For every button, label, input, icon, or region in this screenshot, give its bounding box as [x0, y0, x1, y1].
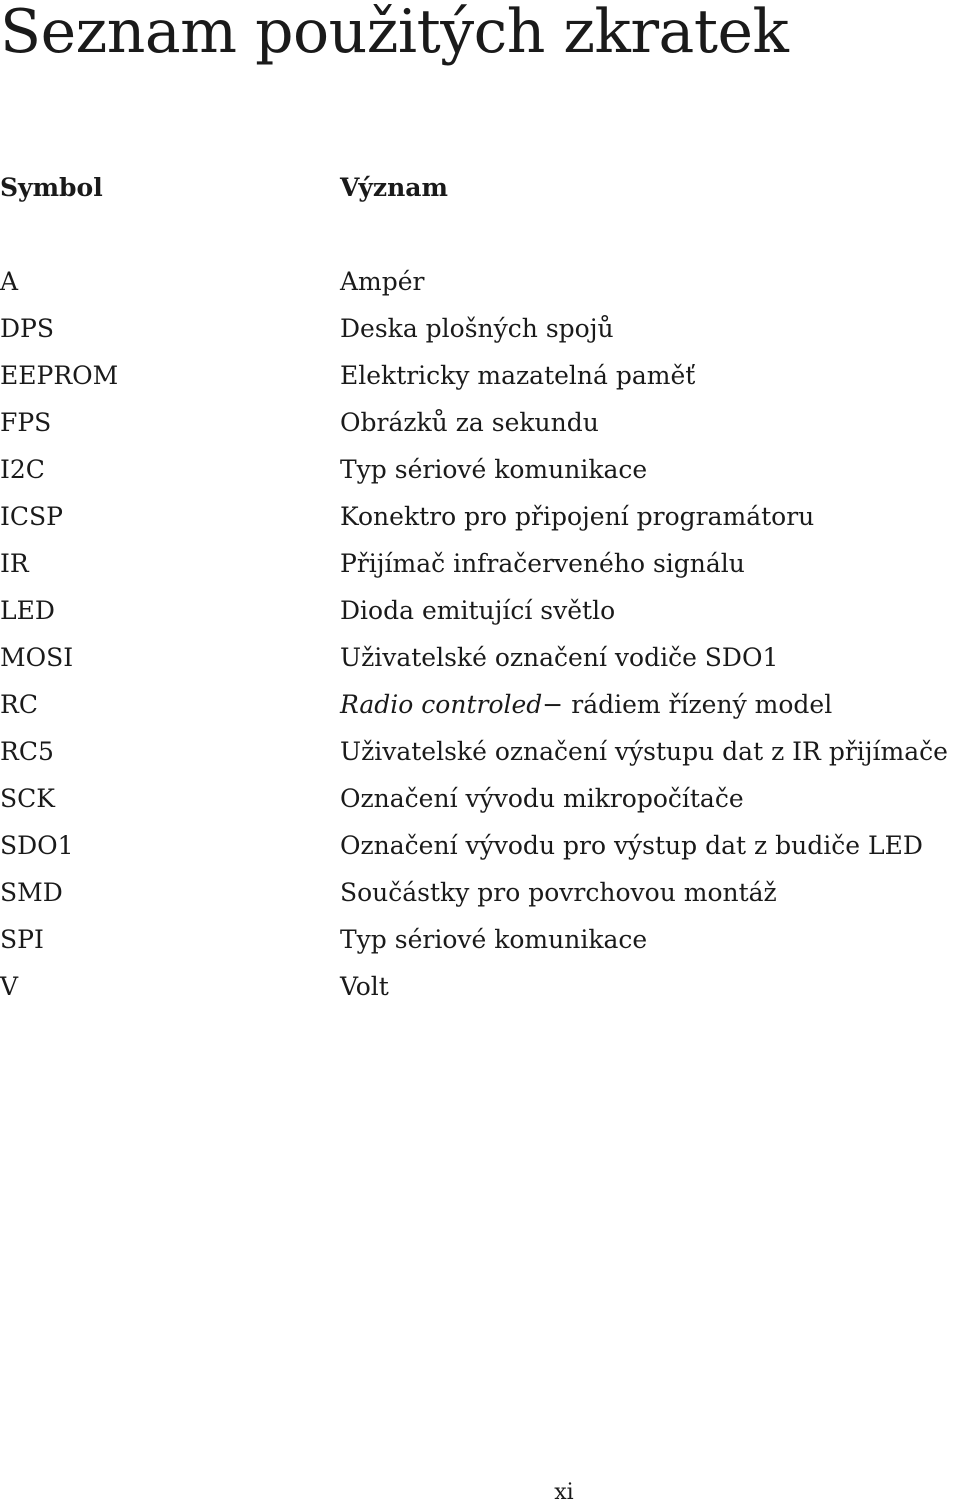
abbreviation-meaning: Obrázků za sekundu: [340, 408, 599, 437]
abbreviation-meaning: Elektricky mazatelná paměť: [340, 361, 696, 390]
abbreviation-row: [0, 264, 960, 311]
abbreviation-meaning: Typ sériové komunikace: [340, 925, 648, 954]
abbreviation-symbol: SDO1: [0, 831, 74, 860]
abbreviation-list: [0, 264, 960, 1016]
abbreviation-row: [0, 405, 960, 452]
abbreviation-symbol: ICSP: [0, 502, 63, 531]
abbreviation-row: [0, 499, 960, 546]
abbreviation-symbol: A: [0, 267, 19, 296]
abbreviation-meaning: Dioda emitující světlo: [340, 596, 616, 625]
abbreviation-symbol: MOSI: [0, 643, 74, 672]
abbreviation-symbol: SCK: [0, 784, 55, 813]
abbreviation-row: [0, 311, 960, 358]
abbreviation-meaning: Uživatelské označení vodiče SDO1: [340, 643, 779, 672]
page-number: xi: [554, 1480, 574, 1505]
abbreviation-symbol: I2C: [0, 455, 45, 484]
meaning-italic-term: Radio controled: [340, 690, 543, 719]
abbreviation-meaning: Typ sériové komunikace: [340, 455, 648, 484]
abbreviation-meaning: Přijímač infračerveného signálu: [340, 549, 745, 578]
abbreviation-meaning: Uživatelské označení výstupu dat z IR přijímače: [340, 737, 948, 766]
meaning-dash: −: [542, 690, 564, 719]
abbreviation-symbol: SPI: [0, 925, 44, 954]
abbreviation-row: [0, 922, 960, 969]
meaning-column-header: Význam: [340, 173, 448, 202]
abbreviation-row: [0, 358, 960, 405]
abbreviation-symbol: LED: [0, 596, 55, 625]
abbreviation-row: [0, 734, 960, 781]
abbreviation-symbol: FPS: [0, 408, 52, 437]
meaning-translation: rádiem řízený model: [571, 690, 833, 719]
abbreviation-row: [0, 687, 960, 734]
abbreviation-row: [0, 452, 960, 499]
abbreviation-symbol: SMD: [0, 878, 63, 907]
abbreviation-symbol: RC: [0, 690, 38, 719]
abbreviation-symbol: DPS: [0, 314, 54, 343]
abbreviation-symbol: V: [0, 972, 19, 1001]
abbreviation-row: [0, 546, 960, 593]
abbreviation-meaning: [340, 687, 832, 723]
abbreviation-row: [0, 640, 960, 687]
abbreviation-row: [0, 969, 960, 1016]
abbreviation-row: [0, 781, 960, 828]
abbreviation-symbol: RC5: [0, 737, 54, 766]
abbreviation-meaning: Označení vývodu mikropočítače: [340, 784, 744, 813]
abbreviation-meaning: Konektro pro připojení programátoru: [340, 502, 815, 531]
abbreviation-meaning: Deska plošných spojů: [340, 314, 614, 343]
abbreviation-meaning: Ampér: [340, 267, 425, 296]
abbreviation-symbol: EEPROM: [0, 361, 119, 390]
abbreviation-row: [0, 875, 960, 922]
symbol-column-header: Symbol: [0, 173, 103, 202]
abbreviation-meaning: Součástky pro povrchovou montáž: [340, 878, 777, 907]
abbreviation-row: [0, 593, 960, 640]
page-title: Seznam použitých zkratek: [0, 0, 789, 67]
abbreviation-symbol: IR: [0, 549, 29, 578]
abbreviation-meaning: Volt: [340, 972, 389, 1001]
abbreviation-row: [0, 828, 960, 875]
abbreviation-meaning: Označení vývodu pro výstup dat z budiče LED: [340, 831, 923, 860]
